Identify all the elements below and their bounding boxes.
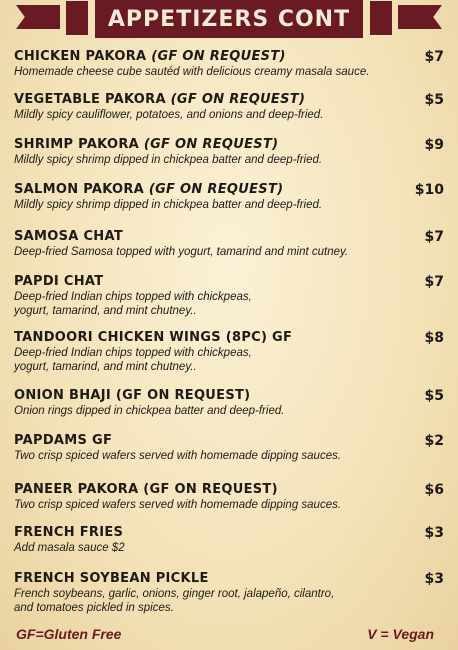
item-description: Mildly spicy shrimp dipped in chickpea batter and deep-fried. — [14, 154, 323, 166]
item-name: VEGETABLE PAKORA (GF ON REQUEST) — [14, 92, 306, 107]
item-price: $10 — [414, 182, 444, 198]
page-title: APPETIZERS CONT — [107, 6, 351, 32]
header-banner — [0, 0, 458, 40]
item-price: $3 — [424, 571, 444, 587]
item-description: Mildly spicy shrimp dipped in chickpea batter and deep-fried. — [14, 199, 323, 211]
item-description: Add masala sauce $2 — [14, 542, 125, 554]
item-description: French soybeans, garlic, onions, ginger root, jalapeño, cilantro, and tomatoes pickled in spices. — [14, 588, 335, 614]
item-name: FRENCH SOYBEAN PICKLE — [14, 571, 209, 586]
item-price: $7 — [424, 229, 444, 245]
menu-item — [14, 525, 444, 556]
ribbon-right-decoration — [398, 5, 442, 29]
banner-square-left-decoration — [66, 1, 88, 35]
item-description: Deep-fried Samosa topped with yogurt, tamarind and mint cutney. — [14, 246, 349, 258]
item-description: Deep-fried Indian chips topped with chickpeas, yogurt, tamarind, and mint chutney.. — [14, 347, 252, 373]
item-description: Homemade cheese cube sautéd with delicious creamy masala sauce. — [14, 66, 370, 78]
item-name: CHICKEN PAKORA (GF ON REQUEST) — [14, 49, 286, 64]
menu-item — [14, 182, 444, 213]
item-price: $8 — [424, 330, 444, 346]
ribbon-left-decoration — [16, 5, 60, 29]
item-price: $9 — [424, 137, 444, 153]
menu-item — [14, 482, 444, 513]
item-description: Onion rings dipped in chickpea batter and deep-fried. — [14, 405, 285, 417]
item-name: ONION BHAJI (GF ON REQUEST) — [14, 388, 251, 403]
menu-item — [14, 229, 444, 260]
item-name: SAMOSA CHAT — [14, 229, 124, 244]
item-description: Two crisp spiced wafers served with homemade dipping sauces. — [14, 450, 342, 462]
item-name: TANDOORI CHICKEN WINGS (8PC) GF — [14, 330, 293, 345]
item-name: SALMON PAKORA (GF ON REQUEST) — [14, 182, 284, 197]
item-name: PAPDAMS GF — [14, 433, 113, 448]
item-price: $7 — [424, 274, 444, 290]
item-price: $2 — [424, 433, 444, 449]
item-name: SHRIMP PAKORA (GF ON REQUEST) — [14, 137, 279, 152]
item-price: $3 — [424, 525, 444, 541]
item-name: PANEER PAKORA (GF ON REQUEST) — [14, 482, 278, 497]
menu-item — [14, 137, 444, 168]
menu-item — [14, 433, 444, 464]
item-name: PAPDI CHAT — [14, 274, 104, 289]
item-name: FRENCH FRIES — [14, 525, 124, 540]
item-price: $7 — [424, 49, 444, 65]
item-description: Mildly spicy cauliflower, potatoes, and onions and deep-fried. — [14, 109, 324, 121]
gluten-free-legend: GF=Gluten Free — [16, 626, 122, 642]
vegan-legend: V = Vegan — [367, 626, 434, 642]
menu-item — [14, 571, 444, 615]
menu-item — [14, 330, 444, 374]
item-price: $5 — [424, 92, 444, 108]
item-price: $6 — [424, 482, 444, 498]
item-description: Deep-fried Indian chips topped with chickpeas, yogurt, tamarind, and mint chutney.. — [14, 291, 252, 317]
menu-item — [14, 92, 444, 123]
menu-item — [14, 274, 444, 318]
title-box — [95, 0, 363, 38]
menu-item — [14, 388, 444, 419]
menu-item — [14, 49, 444, 80]
item-price: $5 — [424, 388, 444, 404]
item-description: Two crisp spiced wafers served with homemade dipping sauces. — [14, 499, 342, 511]
banner-square-right-decoration — [370, 1, 392, 35]
